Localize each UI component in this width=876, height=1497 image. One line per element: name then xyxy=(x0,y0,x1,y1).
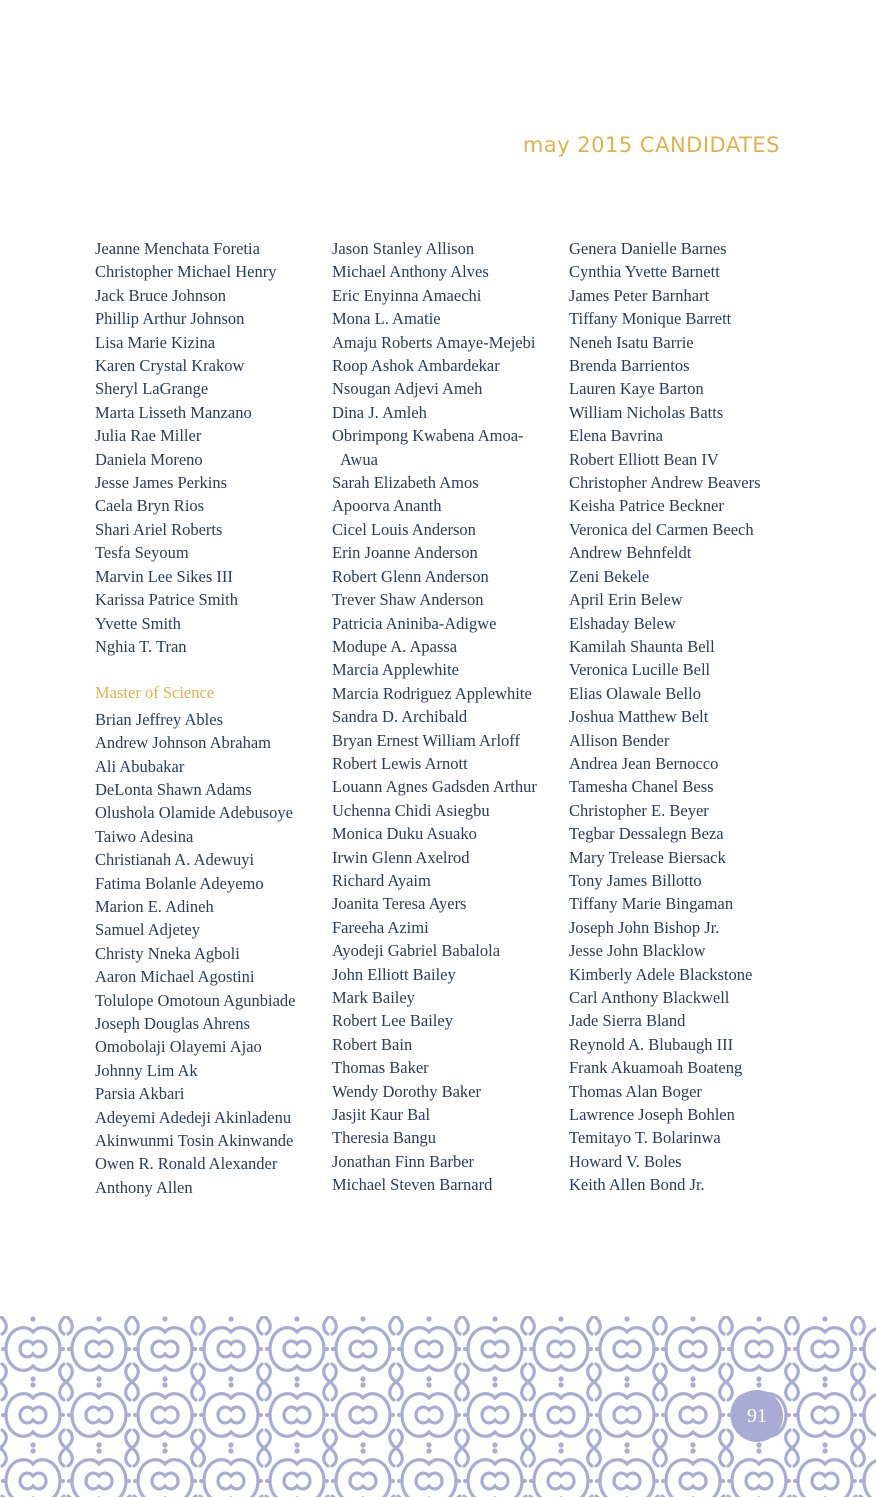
list-item: Nghia T. Tran xyxy=(95,636,187,656)
list-item: Robert Bain xyxy=(332,1034,413,1054)
list-item: Sheryl LaGrange xyxy=(95,379,209,399)
names-column-2 xyxy=(332,237,562,1197)
list-item: Fatima Bolanle Adeyemo xyxy=(95,873,264,893)
list-item: Bryan Ernest William Arloff xyxy=(332,730,520,750)
list-item: Erin Joanne Anderson xyxy=(332,543,478,563)
list-item: Marvin Lee Sikes III xyxy=(95,566,233,586)
name-list xyxy=(95,708,325,1200)
list-item: Veronica del Carmen Beech xyxy=(569,519,754,539)
list-item: DeLonta Shawn Adams xyxy=(95,779,252,799)
list-item: Christianah A. Adewuyi xyxy=(95,850,255,870)
list-item: Robert Lewis Arnott xyxy=(332,753,468,773)
list-item: Robert Lee Bailey xyxy=(332,1011,453,1031)
list-item: Elena Bavrina xyxy=(569,426,663,446)
list-item: Sandra D. Archibald xyxy=(332,707,468,727)
list-item: Carl Anthony Blackwell xyxy=(569,988,730,1007)
list-item: Jason Stanley Allison xyxy=(332,239,475,258)
list-item: Amaju Roberts Amaye-Mejebi xyxy=(332,332,536,352)
list-item: Apoorva Ananth xyxy=(332,496,442,516)
list-item: Parsia Akbari xyxy=(95,1084,185,1104)
list-item: Adeyemi Adedeji Akinladenu xyxy=(95,1107,292,1127)
list-item: Cynthia Yvette Barnett xyxy=(569,262,720,282)
list-item: Tiffany Monique Barrett xyxy=(569,309,732,329)
list-item: Ayodeji Gabriel Babalola xyxy=(332,941,501,961)
list-item: Patricia Aniniba-Adigwe xyxy=(332,613,497,633)
list-item: Joanita Teresa Ayers xyxy=(332,894,467,914)
list-item: Christy Nneka Agboli xyxy=(95,943,240,963)
list-item: Lauren Kaye Barton xyxy=(569,379,704,399)
list-item: Akinwunmi Tosin Akinwande xyxy=(95,1131,294,1151)
list-item: Eric Enyinna Amaechi xyxy=(332,285,482,305)
list-item: Lisa Marie Kizina xyxy=(95,332,216,352)
list-item xyxy=(332,424,562,471)
list-item: William Nicholas Batts xyxy=(569,402,724,422)
list-item: Frank Akuamoah Boateng xyxy=(569,1058,743,1078)
list-item: Elias Olawale Bello xyxy=(569,683,701,703)
list-item: Christopher Andrew Beavers xyxy=(569,473,761,493)
list-item: Brian Jeffrey Ables xyxy=(95,709,223,729)
list-item: Modupe A. Apassa xyxy=(332,636,458,656)
list-item: Mona L. Amatie xyxy=(332,309,441,329)
list-item: Thomas Baker xyxy=(332,1058,429,1078)
list-item: Daniela Moreno xyxy=(95,449,203,469)
list-item: Elshaday Belew xyxy=(569,613,676,633)
list-item: Shari Ariel Roberts xyxy=(95,519,223,539)
page-number: 91 xyxy=(747,1405,767,1427)
list-item: Marta Lisseth Manzano xyxy=(95,402,252,422)
list-item: Howard V. Boles xyxy=(569,1151,682,1171)
list-item: Keisha Patrice Beckner xyxy=(569,496,724,516)
list-item: Olushola Olamide Adebusoye xyxy=(95,803,293,823)
list-item: Brenda Barrientos xyxy=(569,356,690,376)
list-item: Jonathan Finn Barber xyxy=(332,1151,475,1171)
list-item-continuation: Awua xyxy=(340,449,378,469)
list-item: Andrew Behnfeldt xyxy=(569,543,692,563)
list-item: Lawrence Joseph Bohlen xyxy=(569,1105,735,1125)
list-item: Michael Anthony Alves xyxy=(332,262,489,282)
list-item: Ali Abubakar xyxy=(95,756,185,776)
list-item: Reynold A. Blubaugh III xyxy=(569,1034,734,1054)
list-item: Caela Bryn Rios xyxy=(95,496,205,516)
list-item: Keith Allen Bond Jr. xyxy=(569,1175,705,1195)
list-item: Trever Shaw Anderson xyxy=(332,590,484,610)
list-item: Karen Crystal Krakow xyxy=(95,356,245,376)
list-item: Nsougan Adjevi Ameh xyxy=(332,379,483,399)
names-column-3 xyxy=(569,237,799,1197)
list-item: Uchenna Chidi Asiegbu xyxy=(332,800,490,820)
list-item: Jade Sierra Bland xyxy=(569,1011,686,1031)
list-item: Robert Elliott Bean IV xyxy=(569,449,719,469)
list-item: Joshua Matthew Belt xyxy=(569,707,709,727)
list-item: Robert Glenn Anderson xyxy=(332,566,489,586)
list-item: Jesse John Blacklow xyxy=(569,941,706,961)
list-item: Yvette Smith xyxy=(95,613,181,633)
list-item: Dina J. Amleh xyxy=(332,402,427,422)
list-item: Christopher Michael Henry xyxy=(95,262,277,282)
list-item: Andrew Johnson Abraham xyxy=(95,733,271,753)
list-item: Veronica Lucille Bell xyxy=(569,660,711,680)
list-item: Joseph Douglas Ahrens xyxy=(95,1014,250,1033)
list-item: Kimberly Adele Blackstone xyxy=(569,964,753,984)
list-item-line: Obrimpong Kwabena Amoa- xyxy=(332,426,524,446)
list-item: Temitayo T. Bolarinwa xyxy=(569,1128,721,1148)
list-item: Tegbar Dessalegn Beza xyxy=(569,824,724,844)
list-item: Julia Rae Miller xyxy=(95,426,202,446)
list-item: Johnny Lim Ak xyxy=(95,1060,198,1080)
name-list xyxy=(95,237,325,658)
list-item: Tony James Billotto xyxy=(569,870,702,890)
list-item: Andrea Jean Bernocco xyxy=(569,753,719,773)
list-item: Neneh Isatu Barrie xyxy=(569,332,694,352)
list-item: Richard Ayaim xyxy=(332,870,431,890)
list-item: Phillip Arthur Johnson xyxy=(95,309,245,329)
list-item: Christopher E. Beyer xyxy=(569,800,709,820)
list-item: Taiwo Adesina xyxy=(95,826,194,846)
list-item: Owen R. Ronald Alexander xyxy=(95,1154,278,1174)
list-item: Marcia Rodriguez Applewhite xyxy=(332,683,532,703)
list-item: Omobolaji Olayemi Ajao xyxy=(95,1037,262,1057)
list-item: Aaron Michael Agostini xyxy=(95,967,255,987)
list-item: Kamilah Shaunta Bell xyxy=(569,636,715,656)
list-item: Jasjit Kaur Bal xyxy=(332,1105,431,1125)
list-item: Tesfa Seyoum xyxy=(95,543,189,563)
list-item: Anthony Allen xyxy=(95,1177,193,1197)
list-item: Roop Ashok Ambardekar xyxy=(332,356,500,376)
list-item: Jeanne Menchata Foretia xyxy=(95,239,260,258)
list-item: Genera Danielle Barnes xyxy=(569,239,727,258)
list-item: Mary Trelease Biersack xyxy=(569,847,726,867)
list-item: Michael Steven Barnard xyxy=(332,1175,493,1195)
list-item: Fareeha Azimi xyxy=(332,917,429,937)
list-item: Tamesha Chanel Bess xyxy=(569,777,714,797)
list-item: Tiffany Marie Bingaman xyxy=(569,894,734,914)
list-item: Wendy Dorothy Baker xyxy=(332,1081,481,1101)
list-item: Thomas Alan Boger xyxy=(569,1081,702,1101)
list-item: Sarah Elizabeth Amos xyxy=(332,473,479,493)
list-item: Jesse James Perkins xyxy=(95,473,227,493)
list-item: Irwin Glenn Axelrod xyxy=(332,847,470,867)
list-item: Louann Agnes Gadsden Arthur xyxy=(332,777,537,797)
section-heading-master-of-science: Master of Science xyxy=(95,682,215,702)
list-item: Karissa Patrice Smith xyxy=(95,590,238,610)
list-item: Marcia Applewhite xyxy=(332,660,459,680)
list-item: Tolulope Omotoun Agunbiade xyxy=(95,990,296,1010)
list-item: John Elliott Bailey xyxy=(332,964,456,984)
names-column-1 xyxy=(95,237,325,1199)
list-item: Jack Bruce Johnson xyxy=(95,285,227,305)
list-item: Samuel Adjetey xyxy=(95,920,200,940)
list-item: James Peter Barnhart xyxy=(569,285,710,305)
list-item: Joseph John Bishop Jr. xyxy=(569,917,720,937)
list-item: Marion E. Adineh xyxy=(95,896,214,916)
list-item: Allison Bender xyxy=(569,730,670,750)
page-header-title: may 2015 CANDIDATES xyxy=(522,133,780,157)
list-item: Mark Bailey xyxy=(332,988,415,1007)
list-item: April Erin Belew xyxy=(569,590,683,610)
list-item: Monica Duku Asuako xyxy=(332,824,477,844)
list-item: Zeni Bekele xyxy=(569,566,650,586)
list-item: Cicel Louis Anderson xyxy=(332,519,476,539)
list-item: Theresia Bangu xyxy=(332,1128,437,1148)
